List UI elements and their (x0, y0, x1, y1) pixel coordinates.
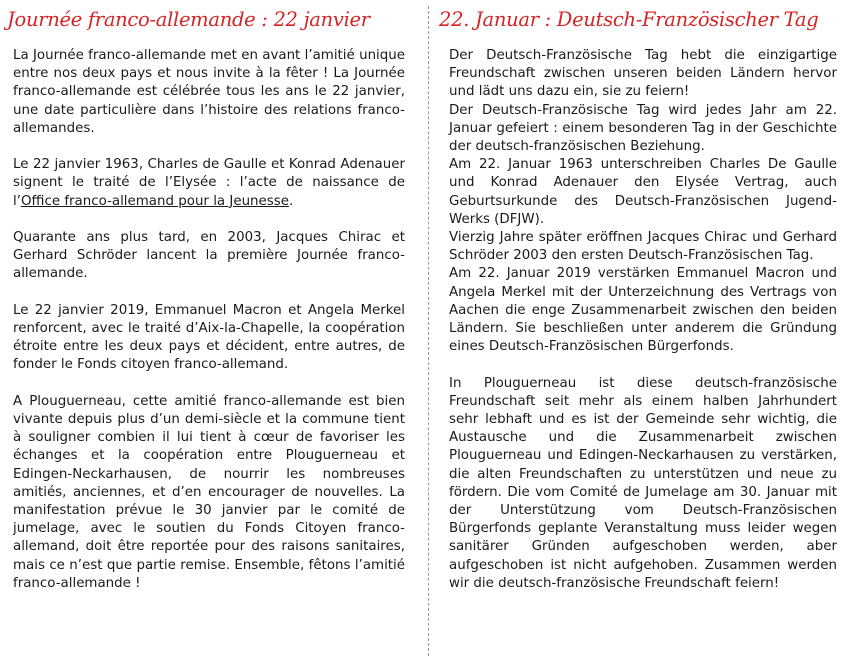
column-divider (428, 6, 429, 656)
french-paragraph-2 (13, 156, 405, 211)
german-paragraph-5: Am 22. Januar 2019 verstärken Emmanuel Macron und Angela Merkel mit der Unterzeichnung des Vertrags von Aachen die enge Zusammenarbeit zwischen den beiden Ländern. Sie beschließen unter anderem die Gründung eines Deutsch-Französischen Bürgerfonds. (449, 266, 837, 355)
german-paragraph-3: Am 22. Januar 1963 unterschreiben Charles De Gaulle und Konrad Adenauer den Elysée Vertrag, auch Geburtsurkunde des Deutsch-Französischen Jugend-Werks (DFJW). (449, 157, 837, 227)
french-paragraph-3: Quarante ans plus tard, en 2003, Jacques Chirac et Gerhard Schröder lancent la première Journée franco-allemande. (13, 230, 405, 282)
french-paragraph-1: La Journée franco-allemande met en avant l’amitié unique entre nos deux pays et nous invite à la fêter ! La Journée franco-allemande est célébrée tous les ans le 22 janvier, une date particulière dans l’histoire des relations franco-allemandes. (13, 48, 405, 136)
german-paragraph-6: In Plouguerneau ist diese deutsch-französische Freundschaft seit mehr als einem halben Jahrhundert sehr lebhaft und es ist der Gemeinde sehr wichtig, die Austausche und die Zusammenarbeit zwischen Plouguerneau und Edingen-Neckarhausen zu verstärken, die alten Freundschaften zu unterstützen und neue zu fördern. Die vom Comité de Jumelage am 30. Januar mit der Unterstützung vom Deutsch-Französischen Bürgerfonds geplante Veranstaltung muss leider wegen sanitärer Gründen aufgeschoben werden, aber aufgeschoben ist nicht aufgehoben. Zusammen werden wir die deutsch-französische Freundschaft feiern! (449, 375, 837, 591)
german-body (449, 47, 837, 593)
french-title: Journée franco-allemande : 22 janvier (7, 8, 370, 31)
french-paragraph-2-end: . (288, 193, 294, 209)
german-paragraph-2: Der Deutsch-Französische Tag wird jedes Jahr am 22. Januar gefeiert : einem besonderen Tag in der Geschichte der deutsch-französischen Beziehung. (449, 102, 837, 155)
french-paragraph-4: Le 22 janvier 2019, Emmanuel Macron et Angela Merkel renforcent, avec le traité d’Aix-la-Chapelle, la coopération étroite entre les deux pays et décident, entre autres, de fonder le Fonds citoyen franco-allemand. (13, 302, 405, 373)
german-paragraph-1: Der Deutsch-Französische Tag hebt die einzigartige Freundschaft zwischen unseren beiden Ländern hervor und lädt uns dazu ein, sie zu feiern! (449, 48, 837, 100)
french-body (13, 47, 405, 593)
german-paragraph-4: Vierzig Jahre später eröffnen Jacques Chirac und Gerhard Schröder 2003 den ersten Deutsch-Französischen Tag. (449, 230, 837, 264)
french-paragraph-2-text: Le 22 janvier 1963, Charles de Gaulle et Konrad Adenauer signent le traité de l’Elysée : l’acte de naissance de l’ (13, 157, 405, 209)
french-paragraph-5: A Plouguerneau, cette amitié franco-allemande est bien vivante depuis plus d’un demi-siècle et la commune tient à souligner combien il lui tient à cœur de favoriser les échanges et la coopération entre Plouguerneau et Edingen-Neckarhausen, de nourrir les nombreuses amitiés, anciennes, et d’en encourager de nouvelles. La manifestation prévue le 30 janvier par le comité de jumelage, avec le soutien du Fonds Citoyen franco-allemand, doit être reportée pour des raisons sanitaires, mais ce n’est que partie remise. Ensemble, fêtons l’amitié franco-allemande ! (13, 393, 405, 591)
ofaj-link[interactable]: Office franco-allemand pour la Jeunesse (20, 193, 289, 209)
german-title: 22. Januar : Deutsch-Französischer Tag (439, 8, 819, 31)
